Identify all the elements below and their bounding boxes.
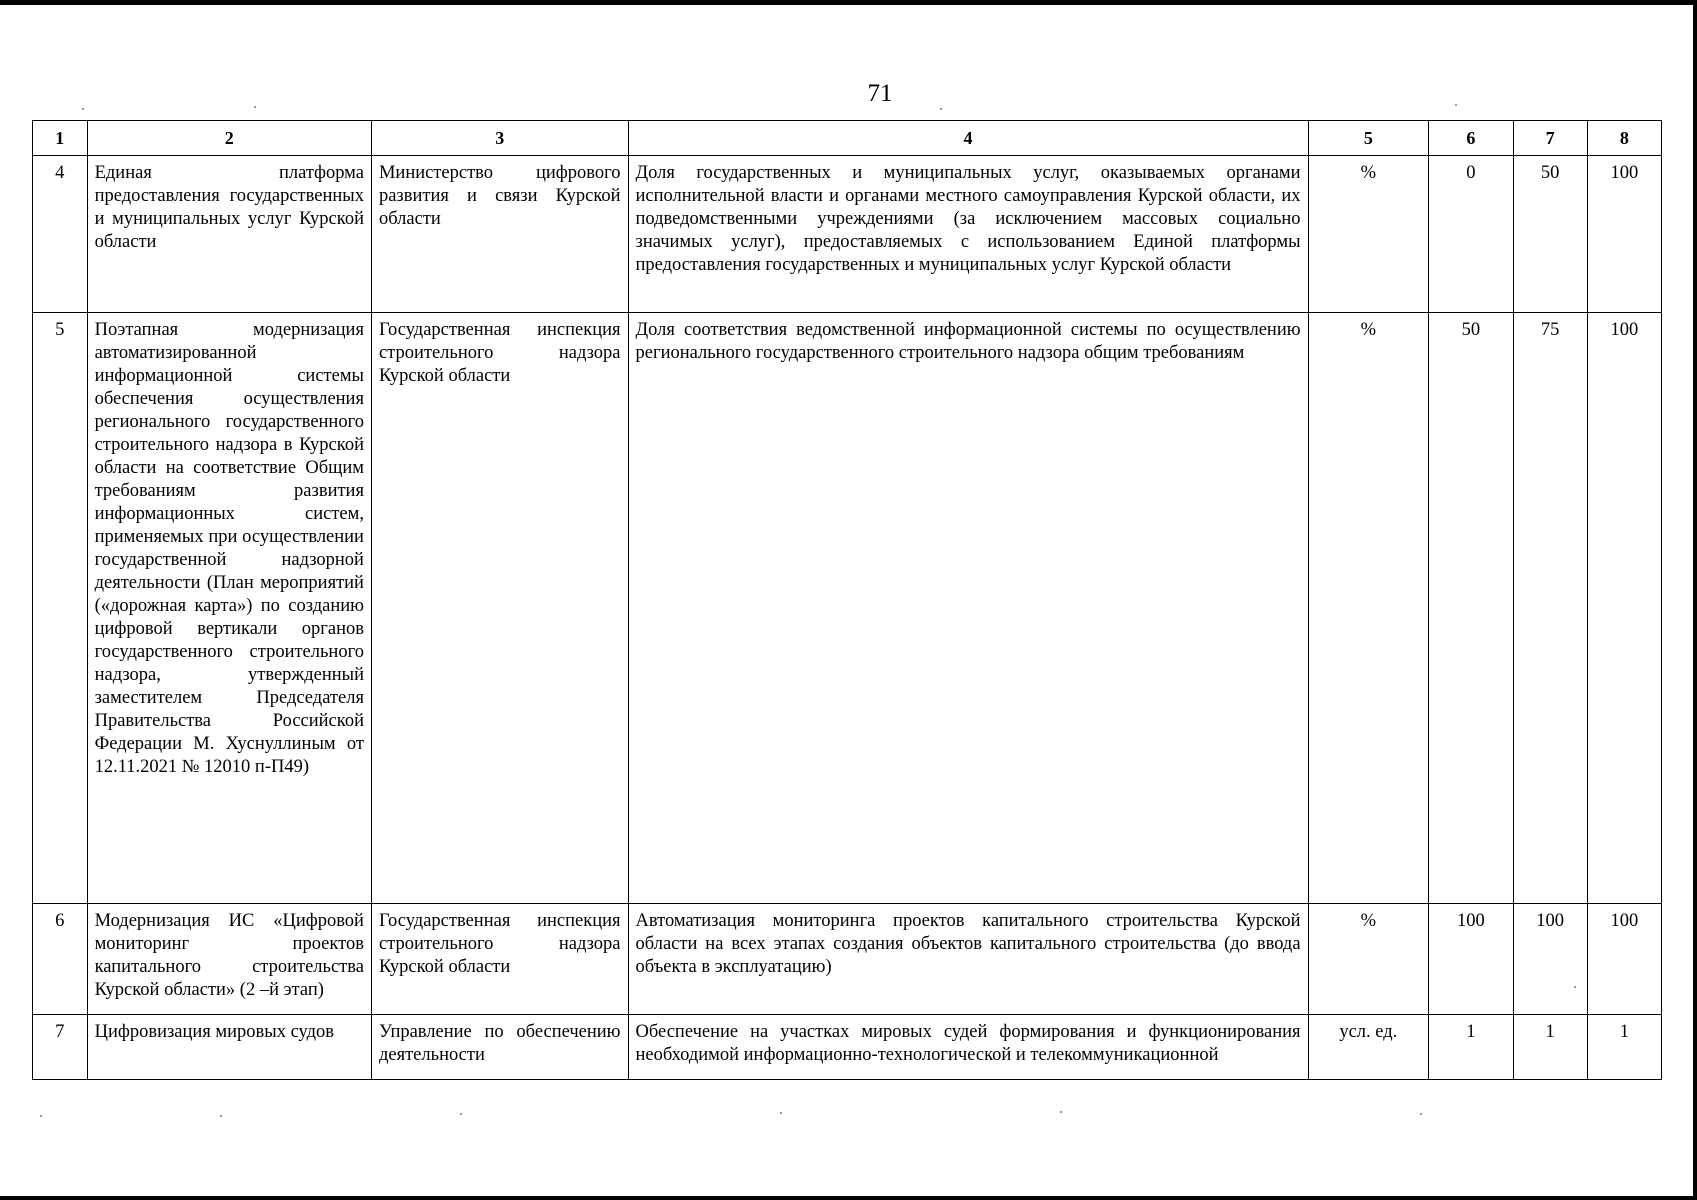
value-col-6: 100 [1429,904,1513,1015]
unit: % [1308,156,1429,313]
project-name: Единая платформа предоставления государственных и муниципальных услуг Курской области [87,156,371,313]
value-col-6: 50 [1429,313,1513,904]
scan-speck [220,1115,222,1117]
scan-speck [82,108,84,110]
indicator: Доля соответствия ведомственной информационной системы по осуществлению регионального государственного строительного надзора общим требованиям [628,313,1308,904]
scan-speck [1060,1111,1062,1113]
row-number: 7 [33,1015,88,1080]
scan-border-bottom [0,1196,1697,1200]
header-col-6: 6 [1429,121,1513,156]
scan-speck [1574,986,1576,988]
scan-speck [460,1113,462,1115]
value-col-7: 50 [1513,156,1587,313]
table-row [33,156,1662,313]
header-col-8: 8 [1587,121,1661,156]
header-col-7: 7 [1513,121,1587,156]
scan-speck [254,106,256,108]
table-row [33,313,1662,904]
scan-speck [1420,1113,1422,1115]
scan-speck [780,1112,782,1114]
value-col-7: 100 [1513,904,1587,1015]
value-col-8: 100 [1587,313,1661,904]
header-col-4: 4 [628,121,1308,156]
scan-speck [940,108,942,110]
indicator: Доля государственных и муниципальных услуг, оказываемых органами исполнительной власти и органами местного самоуправления Курской области, их подведомственными учреждениями (за исключением массовых социально значимых услуг), предоставляемых с использованием Единой платформы предоставления государственных и муниципальных услуг Курской области [628,156,1308,313]
responsible-body: Министерство цифрового развития и связи Курской области [371,156,628,313]
value-col-7: 1 [1513,1015,1587,1080]
indicator: Обеспечение на участках мировых судей формирования и функционирования необходимой информационно-технологической и телекоммуникационной [628,1015,1308,1080]
value-col-8: 1 [1587,1015,1661,1080]
responsible-body: Управление по обеспечению деятельности [371,1015,628,1080]
project-name: Поэтапная модернизация автоматизированной информационной системы обеспечения осуществления регионального государственного строительного надзора в Курской области на соответствие Общим требованиям развития информационных систем, применяемых при осуществлении государственной надзорной деятельности (План мероприятий («дорожная карта») по созданию цифровой вертикали органов государственного строительного надзора, утвержденный заместителем Председателя Правительства Российской Федерации М. Хуснуллиным от 12.11.2021 № 12010 п-П49) [87,313,371,904]
row-number: 6 [33,904,88,1015]
responsible-body: Государственная инспекция строительного надзора Курской области [371,904,628,1015]
header-col-3: 3 [371,121,628,156]
project-name: Цифровизация мировых судов [87,1015,371,1080]
scan-speck [40,1115,42,1117]
header-col-2: 2 [87,121,371,156]
unit: % [1308,313,1429,904]
responsible-body: Государственная инспекция строительного надзора Курской области [371,313,628,904]
row-number: 4 [33,156,88,313]
header-col-1: 1 [33,121,88,156]
value-col-7: 75 [1513,313,1587,904]
unit: % [1308,904,1429,1015]
scan-speck [1455,104,1457,106]
project-name: Модернизация ИС «Цифровой мониторинг проектов капитального строительства Курской области» (2 –й этап) [87,904,371,1015]
value-col-6: 0 [1429,156,1513,313]
header-col-5: 5 [1308,121,1429,156]
table-row [33,904,1662,1015]
value-col-8: 100 [1587,904,1661,1015]
page-number: 71 [867,80,893,107]
scan-border-top [0,0,1697,5]
unit: усл. ед. [1308,1015,1429,1080]
value-col-6: 1 [1429,1015,1513,1080]
value-col-8: 100 [1587,156,1661,313]
program-table [32,120,1662,1080]
table-row [33,1015,1662,1080]
indicator: Автоматизация мониторинга проектов капитального строительства Курской области на всех этапах создания объектов капитального строительства (до ввода объекта в эксплуатацию) [628,904,1308,1015]
header-row [33,121,1662,156]
scan-border-right [1693,0,1697,1200]
row-number: 5 [33,313,88,904]
